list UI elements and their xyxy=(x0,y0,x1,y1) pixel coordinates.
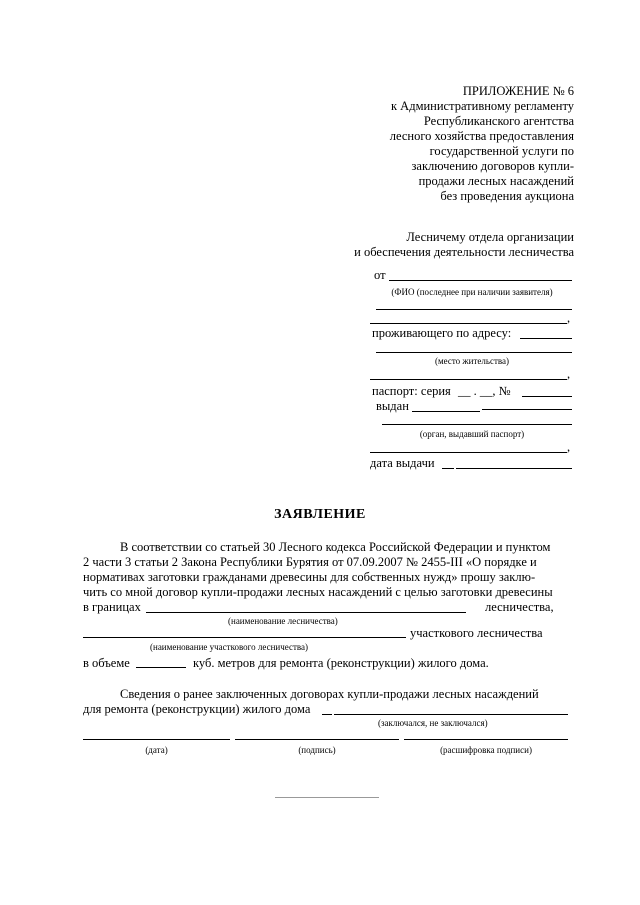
forestry-hint: (наименование лесничества) xyxy=(228,616,338,626)
addressee-line1: Лесничему отдела организации xyxy=(406,230,574,244)
from-label: от xyxy=(374,268,386,282)
volume-field[interactable] xyxy=(136,667,186,668)
district-field[interactable] xyxy=(83,637,406,638)
comma-2: , xyxy=(567,367,571,381)
issue-date-field[interactable] xyxy=(442,468,454,469)
district-suffix: участкового лесничества xyxy=(410,626,543,640)
appendix-line: к Административному регламенту xyxy=(390,99,574,113)
footnote-separator xyxy=(275,797,379,798)
issued-label: выдан xyxy=(376,399,409,413)
contracts-line-1: Сведения о ранее заключенных договорах купли-продажи лесных насаждений xyxy=(120,687,539,701)
appendix-line: заключению договоров купли- xyxy=(411,159,574,173)
signature-decode-hint: (расшифровка подписи) xyxy=(440,745,532,755)
appendix-line: лесного хозяйства предоставления xyxy=(389,129,574,143)
contracts-field[interactable] xyxy=(322,714,332,715)
contracts-field-2[interactable] xyxy=(334,714,568,715)
fio-field-3[interactable] xyxy=(370,323,567,324)
fio-field-2[interactable] xyxy=(376,309,572,310)
residing-label: проживающего по адресу: xyxy=(372,326,512,340)
signature-decode-field[interactable] xyxy=(404,739,568,740)
within-label: в границах xyxy=(83,600,141,614)
residence-hint: (место жительства) xyxy=(434,356,510,366)
volume-suffix: куб. метров для ремонта (реконструкции) жилого дома. xyxy=(193,656,489,670)
forestry-field[interactable] xyxy=(146,612,466,613)
issued-field-4[interactable] xyxy=(370,452,567,453)
issue-date-field-2[interactable] xyxy=(456,468,572,469)
body-line-3: нормативах заготовки гражданами древесины для собственных нужд» прошу заклю- xyxy=(83,570,536,584)
issuer-hint: (орган, выдавший паспорт) xyxy=(419,429,525,439)
contracts-hint: (заключался, не заключался) xyxy=(378,718,488,728)
appendix-line: государственной услуги по xyxy=(429,144,574,158)
issued-field[interactable] xyxy=(412,411,480,412)
appendix-line: без проведения аукциона xyxy=(440,189,574,203)
volume-prefix: в объеме xyxy=(83,656,130,670)
body-line-1: В соответствии со статьей 30 Лесного кодекса Российской Федерации и пунктом xyxy=(120,540,551,554)
issued-field-2[interactable] xyxy=(482,409,572,410)
date-field[interactable] xyxy=(83,739,230,740)
forestry-suffix: лесничества, xyxy=(485,600,554,614)
issue-date-label: дата выдачи xyxy=(370,456,435,470)
appendix-line: продажи лесных насаждений xyxy=(418,174,574,188)
address-field-2[interactable] xyxy=(376,352,572,353)
signature-field[interactable] xyxy=(235,739,399,740)
comma-3: , xyxy=(567,440,571,454)
address-field-3[interactable] xyxy=(370,379,567,380)
passport-label: паспорт: серия xyxy=(372,384,451,398)
signature-hint: (подпись) xyxy=(298,745,336,755)
body-line-2: 2 части 3 статьи 2 Закона Республики Бурятия от 07.09.2007 № 2455-III «О порядке и xyxy=(83,555,537,569)
address-field[interactable] xyxy=(520,338,572,339)
comma-1: , xyxy=(567,311,571,325)
passport-series-separator: __ . __, № xyxy=(458,384,511,398)
date-hint: (дата) xyxy=(145,745,168,755)
district-hint: (наименование участкового лесничества) xyxy=(150,642,309,652)
contracts-line-2: для ремонта (реконструкции) жилого дома xyxy=(83,702,311,716)
fio-hint: (ФИО (последнее при наличии заявителя) xyxy=(391,287,553,297)
issued-field-3[interactable] xyxy=(382,424,572,425)
body-line-4: чить со мной договор купли-продажи лесных насаждений с целью заготовки древесины xyxy=(83,585,553,599)
document-title: ЗАЯВЛЕНИЕ xyxy=(274,507,366,522)
passport-number-field[interactable] xyxy=(522,396,572,397)
fio-field[interactable] xyxy=(389,280,572,281)
appendix-title: ПРИЛОЖЕНИЕ № 6 xyxy=(462,84,574,98)
appendix-line: Республиканского агентства xyxy=(423,114,574,128)
addressee-line2: и обеспечения деятельности лесничества xyxy=(354,245,574,259)
